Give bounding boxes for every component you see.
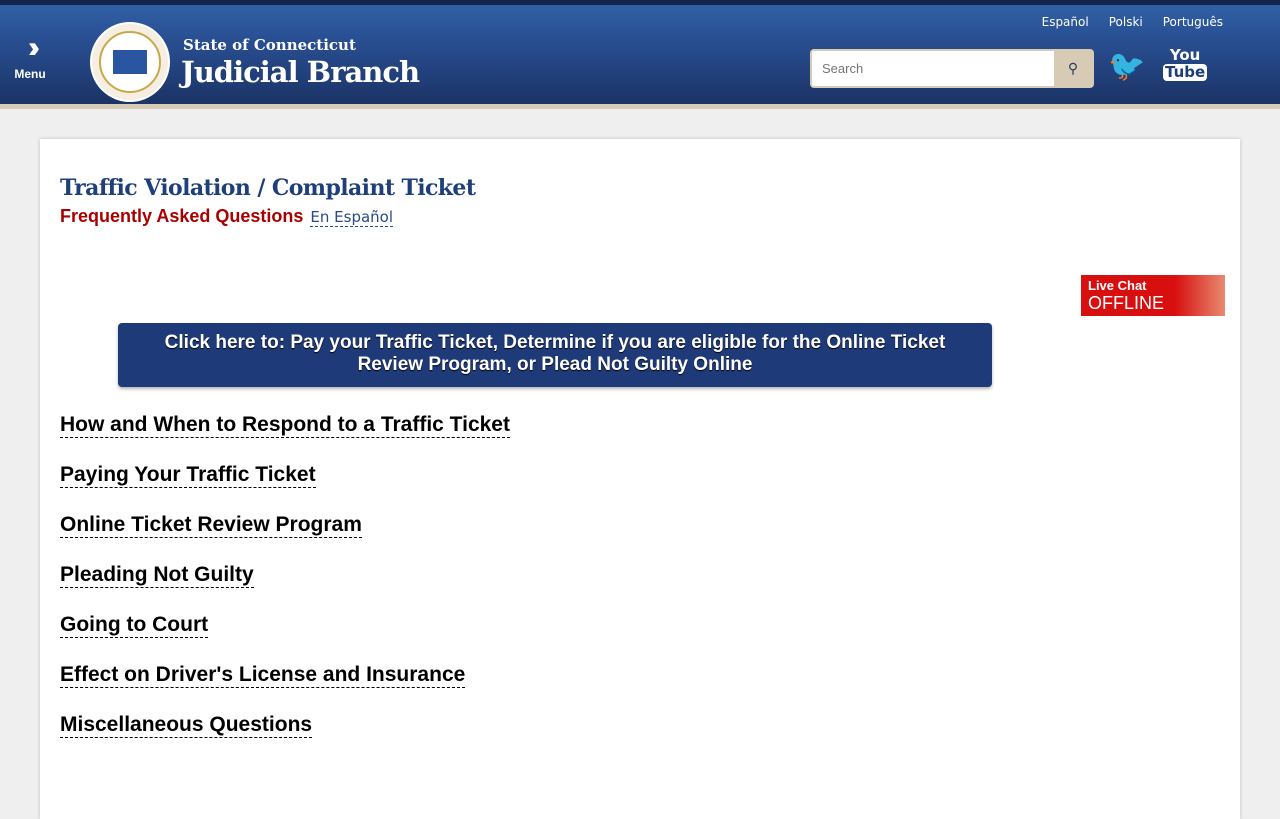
lang-espanol[interactable]: Español bbox=[1041, 15, 1089, 29]
search-input[interactable] bbox=[812, 51, 1054, 86]
pay-ticket-button[interactable]: Click here to: Pay your Traffic Ticket, Determine if you are eligible for the Online Ticket Review Program, or Plead Not Guilty Online bbox=[118, 323, 992, 387]
spanish-link[interactable]: En Español bbox=[310, 208, 394, 226]
youtube-icon[interactable]: You Tube bbox=[1165, 46, 1206, 81]
double-chevron-icon: ›› bbox=[28, 31, 32, 64]
search-box bbox=[810, 49, 1094, 88]
page-subtitle: Frequently Asked Questions En Español bbox=[60, 206, 394, 226]
faq-link[interactable]: Pleading Not Guilty bbox=[60, 563, 254, 586]
state-name: State of Connecticut bbox=[183, 36, 356, 54]
language-links bbox=[1042, 15, 1223, 29]
header-divider bbox=[0, 104, 1280, 109]
search-icon: ⚲ bbox=[1067, 60, 1079, 76]
faq-links bbox=[60, 412, 510, 762]
live-chat-badge[interactable]: Live Chat OFFLINE bbox=[1081, 275, 1225, 316]
lang-portugues[interactable]: Português bbox=[1162, 15, 1223, 29]
faq-link[interactable]: Going to Court bbox=[60, 613, 209, 636]
site-title[interactable]: Judicial Branch bbox=[181, 55, 420, 89]
lang-polski[interactable]: Polski bbox=[1108, 15, 1143, 29]
faq-link[interactable]: Paying Your Traffic Ticket bbox=[60, 463, 316, 486]
judicial-seal-logo[interactable] bbox=[90, 22, 170, 102]
faq-link[interactable]: How and When to Respond to a Traffic Ticket bbox=[60, 413, 510, 436]
content-card bbox=[40, 139, 1240, 819]
search-button[interactable] bbox=[1054, 51, 1092, 86]
faq-link[interactable]: Effect on Driver's License and Insurance bbox=[60, 663, 466, 686]
faq-link[interactable]: Online Ticket Review Program bbox=[60, 513, 362, 536]
menu-button[interactable]: ›› Menu bbox=[12, 35, 48, 81]
faq-link[interactable]: Miscellaneous Questions bbox=[60, 713, 313, 736]
twitter-icon[interactable]: 🐦 bbox=[1108, 50, 1146, 83]
page-title: Traffic Violation / Complaint Ticket bbox=[60, 175, 476, 201]
site-header bbox=[0, 0, 1280, 104]
